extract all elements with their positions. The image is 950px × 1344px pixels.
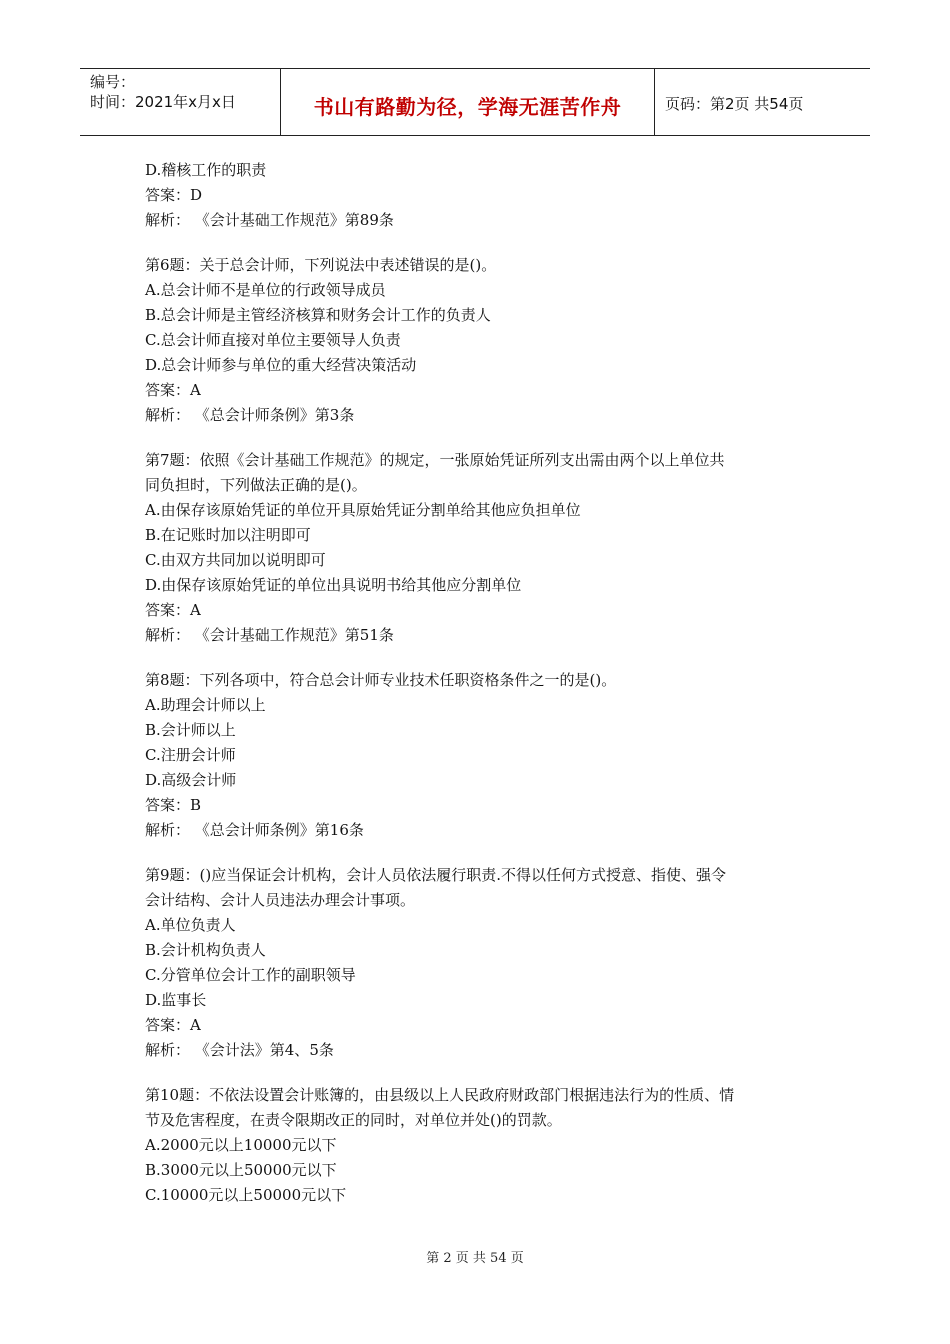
header-motto-cell: [281, 69, 655, 135]
question-stem-continued: 同负担时，下列做法正确的是()。: [145, 476, 367, 494]
header-page-cell: [655, 69, 870, 135]
option-a: A.2000元以上10000元以下: [145, 1136, 337, 1154]
question-5-tail: [145, 158, 825, 233]
answer: 答案：B: [145, 796, 202, 814]
explanation: 解析： 《会计法》第4、5条: [145, 1041, 334, 1059]
document-time-label: 时间：2021年x月x日: [90, 93, 236, 111]
question-stem: 第7题：依照《会计基础工作规范》的规定，一张原始凭证所列支出需由两个以上单位共: [145, 451, 725, 469]
question-stem: 第9题：()应当保证会计机构，会计人员依法履行职责.不得以任何方式授意、指使、强令: [145, 866, 727, 884]
option-b: B.总会计师是主管经济核算和财务会计工作的负责人: [145, 306, 491, 324]
option-a: A.助理会计师以上: [145, 696, 266, 714]
answer: 答案：D: [145, 186, 203, 204]
explanation: 解析： 《总会计师条例》第16条: [145, 821, 364, 839]
explanation: 解析： 《会计基础工作规范》第89条: [145, 211, 394, 229]
page-footer: 第 2 页 共 54 页: [426, 1251, 524, 1266]
question-10: [145, 1083, 825, 1208]
option-a: A.由保存该原始凭证的单位开具原始凭证分割单给其他应负担单位: [145, 501, 581, 519]
question-6: [145, 253, 825, 428]
option-a: A.单位负责人: [145, 916, 236, 934]
question-8: [145, 668, 825, 843]
answer: 答案：A: [145, 381, 201, 399]
option-d: D.稽核工作的职责: [145, 161, 267, 179]
question-7: [145, 448, 825, 648]
question-stem: 第6题：关于总会计师，下列说法中表述错误的是()。: [145, 256, 497, 274]
explanation: 解析： 《会计基础工作规范》第51条: [145, 626, 394, 644]
page-header: [80, 68, 870, 136]
option-c: C.10000元以上50000元以下: [145, 1186, 347, 1204]
option-c: C.由双方共同加以说明即可: [145, 551, 326, 569]
header-page-code: 页码：第2页 共54页: [665, 95, 804, 113]
question-stem-continued: 会计结构、会计人员违法办理会计事项。: [145, 891, 416, 909]
option-d: D.总会计师参与单位的重大经营决策活动: [145, 356, 417, 374]
option-c: C.注册会计师: [145, 746, 236, 764]
document-number-label: 编号：: [90, 73, 136, 91]
option-d: D.由保存该原始凭证的单位出具说明书给其他应分割单位: [145, 576, 522, 594]
option-b: B.会计师以上: [145, 721, 236, 739]
option-c: C.总会计师直接对单位主要领导人负责: [145, 331, 401, 349]
header-motto: 书山有路勤为径，学海无涯苦作舟: [313, 95, 622, 119]
answer: 答案：A: [145, 601, 201, 619]
explanation: 解析： 《总会计师条例》第3条: [145, 406, 355, 424]
header-info-cell: [80, 69, 281, 135]
option-a: A.总会计师不是单位的行政领导成员: [145, 281, 386, 299]
question-stem: 第10题：不依法设置会计账簿的，由县级以上人民政府财政部门根据违法行为的性质、情: [145, 1086, 735, 1104]
option-d: D.监事长: [145, 991, 207, 1009]
question-stem: 第8题：下列各项中，符合总会计师专业技术任职资格条件之一的是()。: [145, 671, 617, 689]
answer: 答案：A: [145, 1016, 201, 1034]
option-b: B.3000元以上50000元以下: [145, 1161, 337, 1179]
option-b: B.在记账时加以注明即可: [145, 526, 311, 544]
option-b: B.会计机构负责人: [145, 941, 266, 959]
option-c: C.分管单位会计工作的副职领导: [145, 966, 356, 984]
question-9: [145, 863, 825, 1063]
question-stem-continued: 节及危害程度，在责令限期改正的同时，对单位并处()的罚款。: [145, 1111, 562, 1129]
option-d: D.高级会计师: [145, 771, 237, 789]
document-body: [145, 158, 825, 1208]
